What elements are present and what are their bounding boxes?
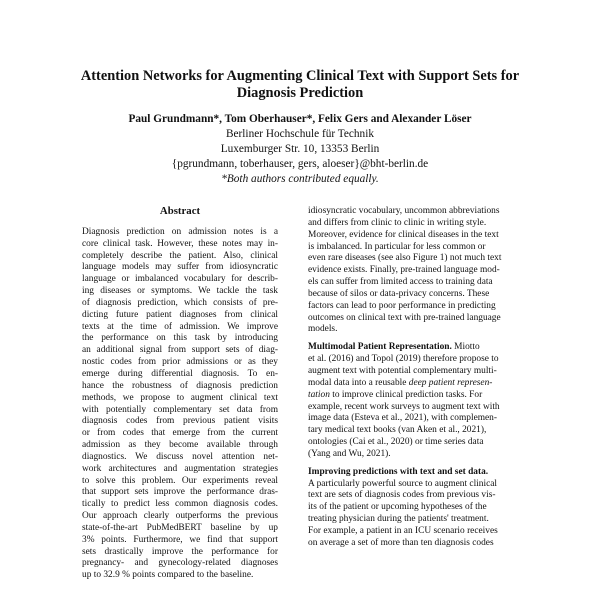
paragraph-line: emerge during differential diagnosis. To en- [82, 368, 278, 379]
improving-paragraph [308, 467, 534, 550]
paragraph-line: For example, a patient in an ICU scenario receives [308, 525, 498, 536]
paragraph-line: with potentially complementary set data from [82, 404, 278, 415]
paragraph-line: language models may suffer from idiosyncratic [82, 262, 278, 273]
paragraph-line: language or imbalanced vocabulary for describ- [82, 274, 278, 285]
intro-paragraph [308, 206, 534, 336]
paragraph-line: Moreover, evidence for clinical diseases in the text [308, 229, 499, 240]
paragraph-line: tary medical text books (van Aken et al., 2021), [308, 425, 487, 436]
multimodal-continuation [308, 402, 534, 461]
paragraph-line: is imbalanced. In particular for less common or [308, 241, 486, 252]
paragraph-line: dicting future patient diagnoses from clinical [82, 309, 278, 320]
paragraph-line: core clinical task. However, these notes may in- [82, 238, 278, 249]
paragraph-line: els can suffer from limited access to training data [308, 277, 493, 288]
author-names: Paul Grundmann*, Tom Oberhauser*, Felix Gers and Alexander Löser [128, 113, 472, 125]
paragraph-line: methods, we propose to augment clinical text [82, 392, 278, 403]
paragraph-line: work architectures and augmentation strategies [82, 463, 278, 474]
paragraph-line: factors can lead to poor performance in predicting [308, 300, 496, 311]
paragraph-line: idiosyncratic vocabulary, uncommon abbreviations [308, 206, 500, 216]
paragraph-line: that support sets improve the performance dras- [82, 487, 278, 498]
paragraph-line: tically to predict less common diagnosis codes. [82, 499, 278, 510]
paragraph-line: hance the robustness of diagnosis prediction [82, 380, 278, 391]
paragraph-line: diagnosis codes from previous patient visits [82, 416, 278, 427]
multimodal-paragraph [308, 342, 534, 460]
improving-body [308, 479, 534, 550]
paragraph-line: (Yang and Wu, 2021). [308, 448, 391, 459]
paragraph-line: or from codes that emerge from the current [82, 428, 278, 439]
paragraph-line: ing diseases or symptoms. We tackle the task [82, 286, 278, 297]
equal-contribution-note: *Both authors contributed equally. [221, 173, 379, 185]
paragraph-line: because of silos or data-privacy concerns. These [308, 288, 490, 299]
paragraph-line: admission as they become available through [82, 440, 278, 451]
paper-title-line-2: Diagnosis Prediction [236, 85, 364, 101]
paragraph-line: texts at the time of admission. We improve [82, 321, 278, 332]
paragraph-line: 3% points. Furthermore, we find that support [82, 534, 278, 545]
paragraph-line: its of the patient or upcoming hypotheses of the [308, 502, 487, 513]
paragraph-line: text are sets of diagnosis codes from previous vis- [308, 490, 496, 501]
paragraph-line: image data (Esteva et al., 2021), with complemen- [308, 413, 497, 424]
paper-title [40, 68, 560, 102]
paragraph-line: Multimodal Patient Representation. Miotto [308, 342, 480, 353]
paragraph-line: Diagnosis prediction on admission notes is a [82, 226, 278, 237]
author-block [40, 112, 560, 187]
paragraph-line: et al. (2016) and Topol (2019) therefore propose to [308, 354, 499, 365]
paragraph-line: models. [308, 324, 338, 335]
paragraph-line: treating physician during the patients' treatment. [308, 514, 489, 525]
paragraph-line: even rare diseases (see also Figure 1) not much text [308, 253, 502, 264]
abstract-body [82, 227, 278, 582]
body-column [308, 206, 534, 550]
paragraph-line: outcomes on clinical text with pre-trained language [308, 312, 501, 323]
improving-heading: Improving predictions with text and set data. [308, 466, 489, 477]
paragraph-line: evidence exists. Finally, pre-trained language mod- [308, 265, 500, 276]
paper-title-line-1: Attention Networks for Augmenting Clinical Text with Support Sets for [80, 68, 520, 84]
paragraph-line: diagnostics. We discuss novel attention net- [82, 451, 278, 462]
paragraph-line: A particularly powerful source to augment clinical [308, 478, 497, 489]
paragraph-line: Our approach clearly outperforms the previous [82, 511, 278, 522]
paragraph-line: modal data into a reusable deep patient represen- [308, 377, 493, 388]
affiliation: Berliner Hochschule für Technik [225, 128, 374, 140]
paragraph-line: the performance on this task by introducing [82, 333, 278, 344]
paragraph-line: example, recent work surveys to augment text with [308, 401, 500, 412]
paragraph-line: pregnancy- and gynecology-related diagnoses [82, 558, 278, 569]
paragraph-line: tation to improve clinical prediction tasks. For [308, 389, 483, 400]
paragraph-line: nostic codes from prior admissions or as they [82, 357, 278, 368]
paragraph-line: state-of-the-art PubMedBERT baseline by up [82, 522, 278, 533]
paragraph-line: up to 32.9 % points compared to the baseline. [82, 570, 254, 581]
multimodal-heading: Multimodal Patient Representation. [308, 342, 452, 353]
paragraph-line: of diagnosis prediction, which consists of pre- [82, 297, 278, 308]
abstract-column [82, 206, 278, 582]
address: Luxemburger Str. 10, 13353 Berlin [220, 143, 380, 155]
paragraph-line: augment text with potential complementary multi- [308, 365, 497, 376]
paragraph-line: sets drastically improve the performance for [82, 546, 278, 557]
paragraph-line: to solve this problem. Our experiments reveal [82, 475, 278, 486]
paragraph-line: completely describe the patient. Also, clinical [82, 250, 278, 261]
paragraph-line: on average a set of more than ten diagnosis codes [308, 537, 494, 548]
abstract-heading: Abstract [159, 205, 201, 217]
paragraph-line: an additional signal from support sets of diag- [82, 345, 278, 356]
email-addresses: {pgrundmann, toberhauser, gers, aloeser}@bht-berlin.de [171, 158, 429, 170]
paragraph-line: ontologies (Cai et al., 2020) or time series data [308, 437, 484, 448]
paragraph-line: and differs from clinic to clinic in writing style. [308, 217, 487, 228]
